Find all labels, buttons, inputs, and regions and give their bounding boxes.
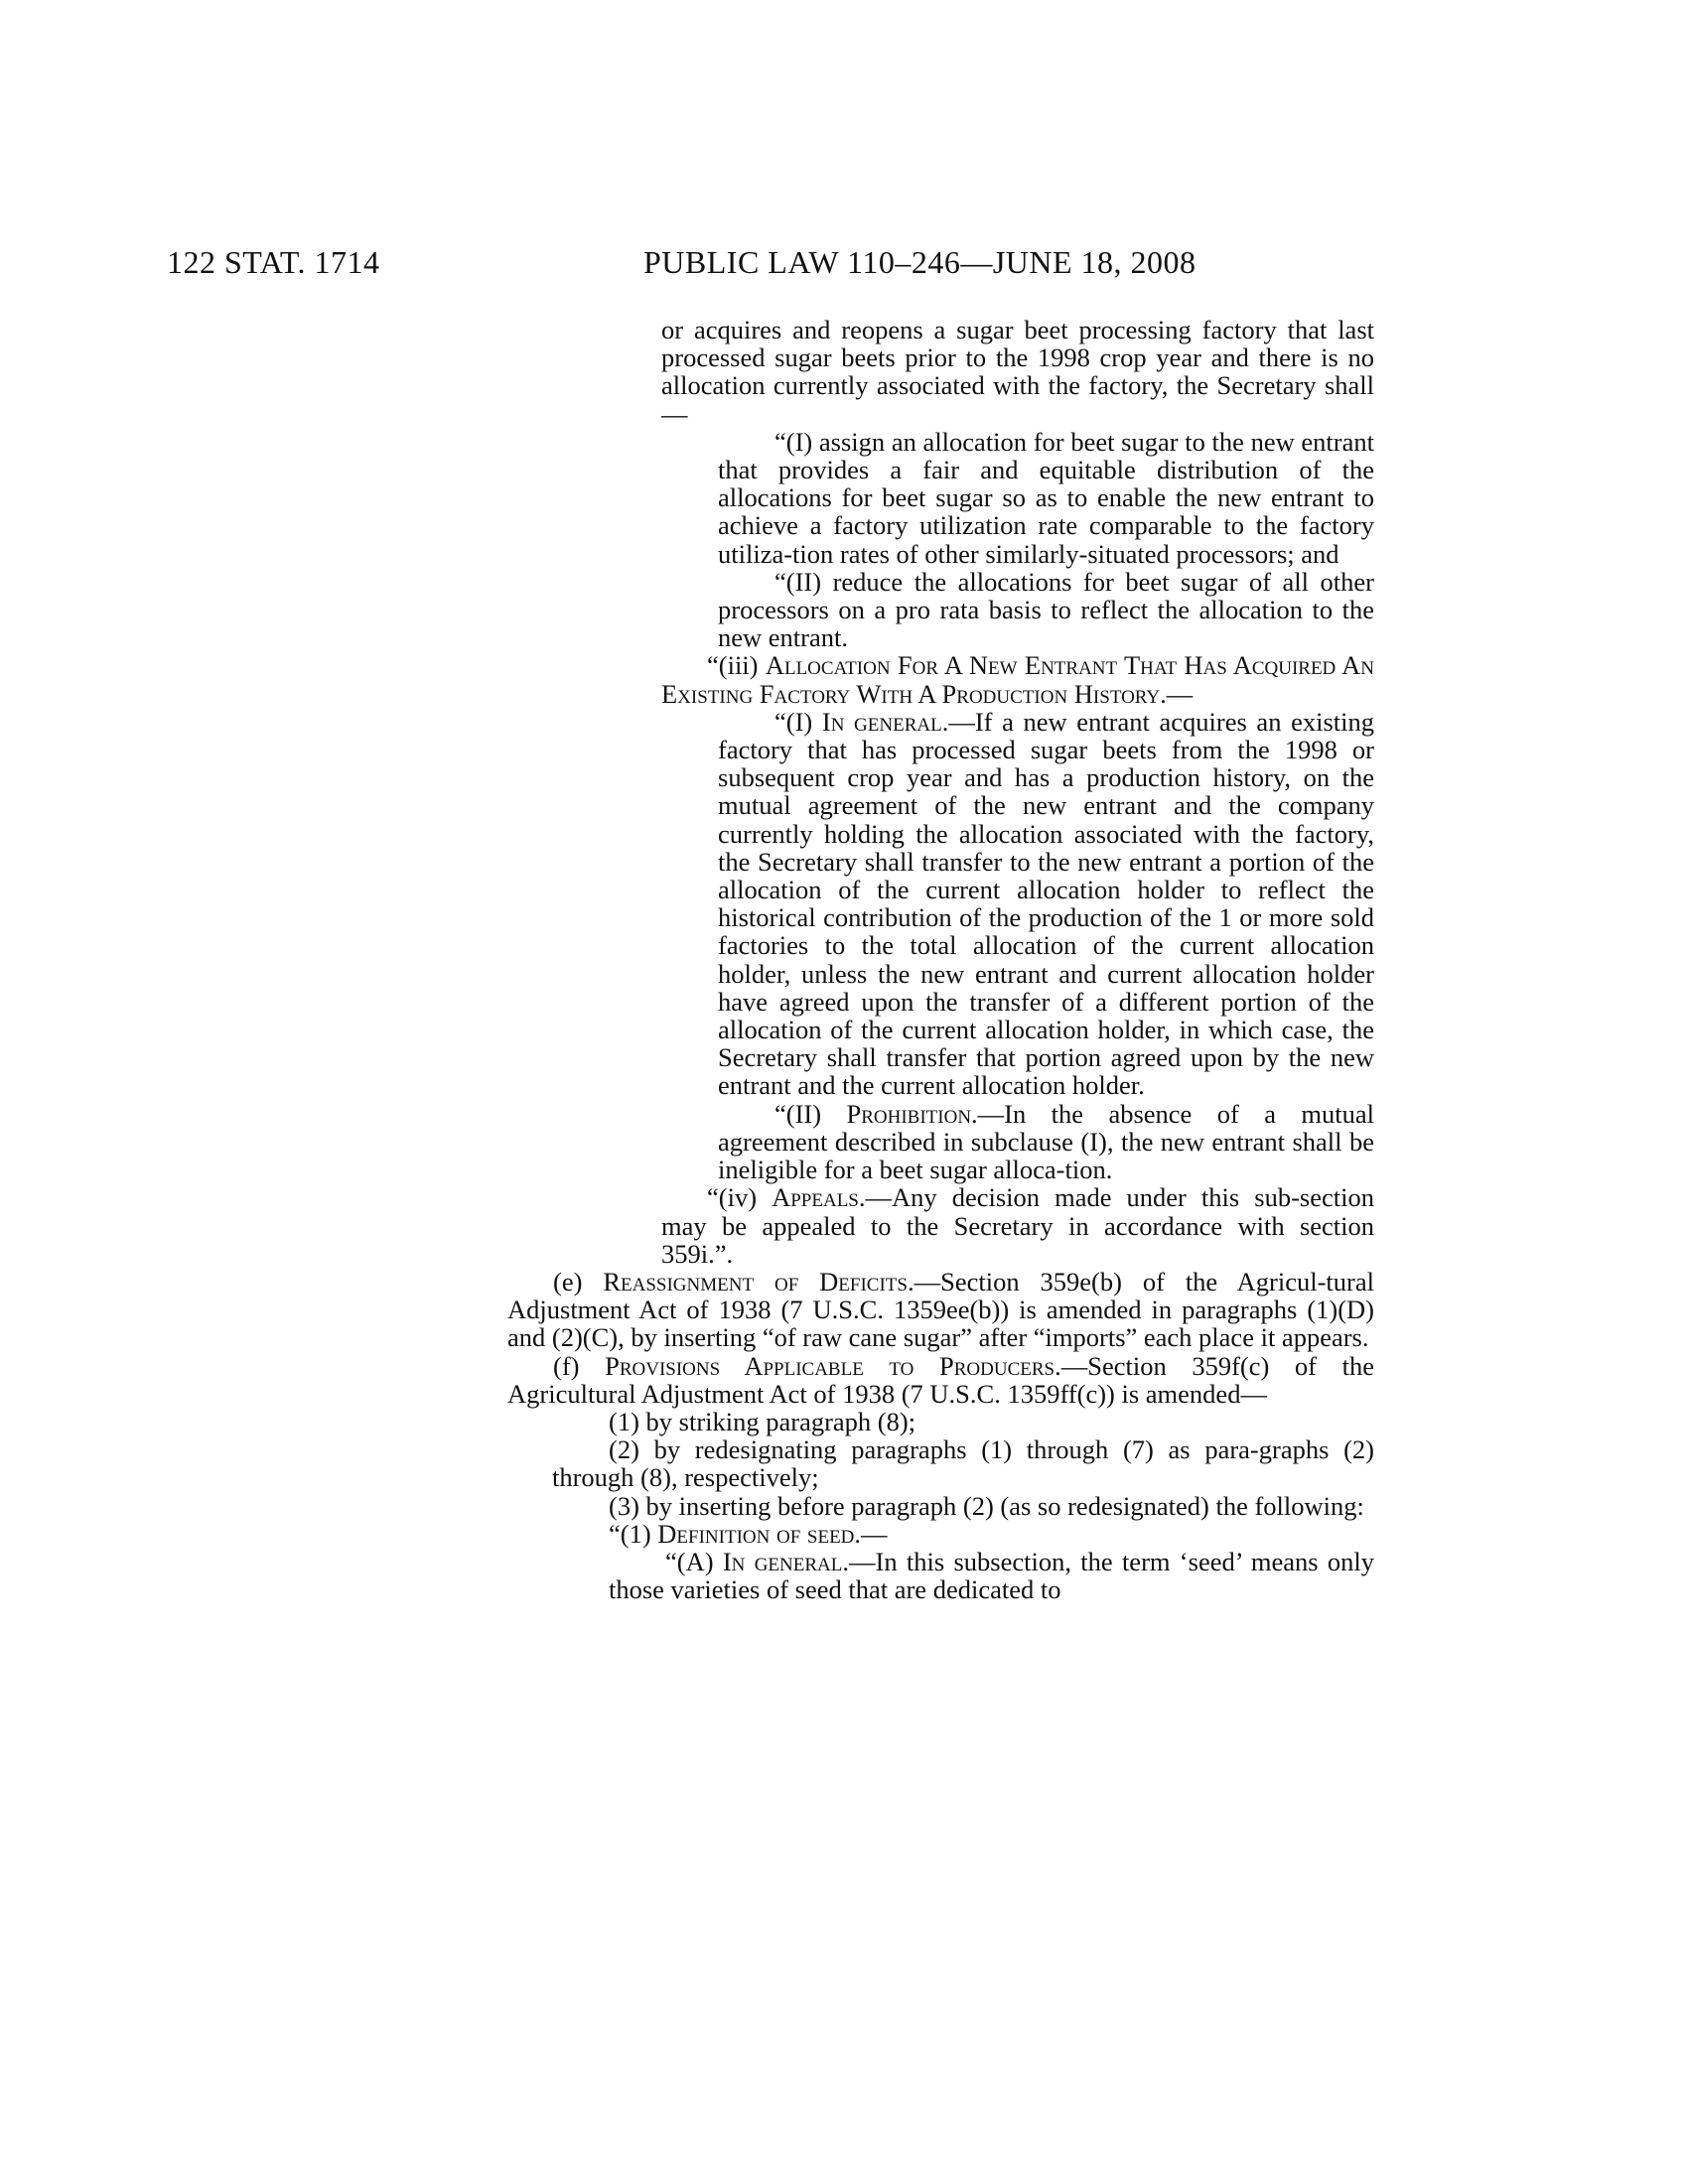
clause-iv-appeals xyxy=(661,1183,1374,1268)
definition-heading: Definition of seed. xyxy=(657,1518,862,1549)
clause-iii-dash: — xyxy=(1166,678,1194,709)
paragraph-continued: or acquires and reopens a sugar beet processing factory that last processed sugar beets prior to the 1998 crop year and there is no allocation currently associated with the factory, the Secretary shall— xyxy=(661,315,1374,429)
document-body xyxy=(0,316,1688,1603)
subclause-I-in-general xyxy=(718,708,1374,1100)
definition-of-seed xyxy=(552,1520,1374,1548)
subclause-heading: Prohibition. xyxy=(846,1098,978,1129)
subparagraph-heading: In general. xyxy=(722,1546,849,1576)
subsection-f xyxy=(507,1352,1374,1408)
subclause-text: —In the absence of a mutual agreement described in subclause (I), the new entrant shall be ineligible for a beet sugar alloca-tion. xyxy=(718,1098,1375,1185)
subparagraph-label: “(A) xyxy=(665,1546,723,1576)
running-head: PUBLIC LAW 110–246—JUNE 18, 2008 xyxy=(643,244,1196,280)
paragraph-2: (2) by redesignating paragraphs (1) through (7) as para-graphs (2) through (8), respectively; xyxy=(552,1434,1374,1493)
subparagraph-text: —In this subsection, the term ‘seed’ means only those varieties of seed that are dedicated to xyxy=(609,1546,1374,1605)
page-citation: 122 STAT. 1714 xyxy=(167,244,380,280)
subclause-label: “(II) xyxy=(774,1098,847,1129)
subclause-heading: In general. xyxy=(821,706,949,737)
clause-iii-label: “(iii) xyxy=(707,650,766,681)
paragraph-1: (1) by striking paragraph (8); xyxy=(609,1406,916,1436)
subclause-II-prohibition xyxy=(718,1100,1374,1184)
subparagraph-A xyxy=(609,1548,1374,1603)
subclause-text: —If a new entrant acquires an existing factory that has processed sugar beets from the 1998 or subsequent crop year and has a production history, on the mutual agreement of the new entrant and the company currently holding the allocation associated with the factory, the Secretary shall transfer to the new entrant a portion of the allocation of the current allocation holder to reflect the historical contribution of the production of the 1 or more sold factories to the total allocation of the current allocation holder, unless the new entrant and current allocation holder have agreed upon the transfer of a different portion of the allocation of the current allocation holder, in which case, the Secretary shall transfer that portion agreed upon by the new entrant and the current allocation holder. xyxy=(718,706,1374,1101)
subsection-heading: Provisions Applicable to Producers. xyxy=(605,1350,1061,1381)
subsection-label: (f) xyxy=(553,1350,606,1381)
clause-heading: Appeals. xyxy=(772,1182,866,1213)
subsection-heading: Reassignment of Deficits. xyxy=(603,1266,914,1297)
subsection-label: (e) xyxy=(553,1266,604,1297)
clause-label: “(iv) xyxy=(707,1182,773,1213)
clause-iii xyxy=(661,651,1374,707)
clause-iii-heading: Allocation For A New Entrant That Has Acquired An Existing Factory With A Production History. xyxy=(661,650,1374,709)
subclause-I: “(I) assign an allocation for beet sugar to the new entrant that provides a fair and equitable distribution of the allocations for beet sugar so as to enable the new entrant to achieve a factory utilization rate comparable to the factory utiliza-tion rates of other similarly-situated processors; and xyxy=(718,426,1374,569)
subsection-text: —Section 359f(c) of the Agricultural Adjustment Act of 1938 (7 U.S.C. 1359ff(c)) is amended— xyxy=(507,1350,1374,1409)
definition-label: “(1) xyxy=(609,1518,658,1549)
subclause-label: “(I) xyxy=(774,706,822,737)
paragraph-3: (3) by inserting before paragraph (2) (as so redesignated) the following: xyxy=(609,1490,1364,1521)
clause-text: —Any decision made under this sub-section may be appealed to the Secretary in accordance with section 359i.”. xyxy=(661,1182,1374,1269)
subclause-II: “(II) reduce the allocations for beet sugar of all other processors on a pro rata basis to reflect the allocation to the new entrant. xyxy=(718,566,1374,653)
definition-dash: — xyxy=(861,1518,888,1549)
subsection-text: —Section 359e(b) of the Agricul-tural Adjustment Act of 1938 (7 U.S.C. 1359ee(b)) is amended in paragraphs (1)(D) and (2)(C), by inserting “of raw cane sugar” after “imports” each place it appears. xyxy=(507,1266,1374,1353)
subsection-e xyxy=(507,1268,1374,1352)
